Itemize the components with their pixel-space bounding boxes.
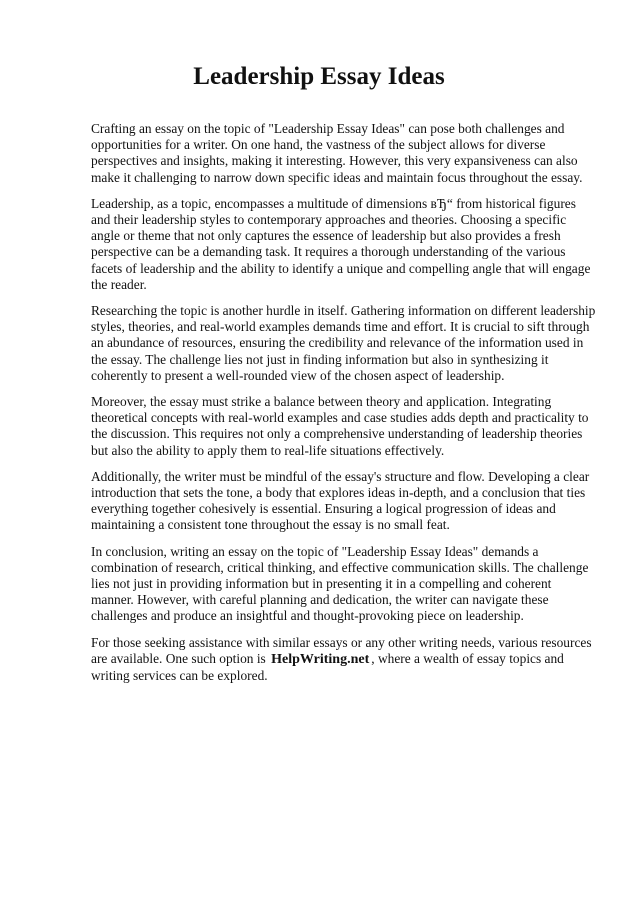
closing-text-after: , where a wealth of essay topics and writing services can be explored. <box>91 650 564 684</box>
paragraph-3: Researching the topic is another hurdle in itself. Gathering information on different leadership styles, theories, and real-world examples demands time and effort. It is crucial to sift through an abundance of resources, ensuring the credibility and relevance of the information used in the essay. The challenge lies not just in finding information but also in synthesizing it coherently to present a well-rounded view of the chosen aspect of leadership. <box>91 303 596 383</box>
closing-paragraph <box>91 635 596 685</box>
paragraph-4: Moreover, the essay must strike a balance between theory and application. Integrating theoretical concepts with real-world examples and case studies adds depth and practicality to the discussion. This requires not only a comprehensive understanding of leadership theories but also the ability to apply them to real-life situations effectively. <box>91 394 589 458</box>
paragraph-5: Additionally, the writer must be mindful of the essay's structure and flow. Developing a clear introduction that sets the tone, a body that explores ideas in-depth, and a conclusion that ties everything together cohesively is essential. Ensuring a logical progression of ideas and maintaining a consistent tone throughout the essay is no small feat. <box>91 468 590 533</box>
paragraph-2: Leadership, as a topic, encompasses a multitude of dimensions вЂ“ from historical figures and their leadership styles to contemporary approaches and theories. Choosing a specific angle or theme that not only captures the essence of leadership but also provides a fresh perspective can be a demanding task. It requires a thorough understanding of the various facets of leadership and the ability to identify a unique and compelling angle that will engage the reader. <box>91 195 591 292</box>
helpwriting-link[interactable]: HelpWriting.net <box>271 651 370 667</box>
document-title: Leadership Essay Ideas <box>193 63 445 90</box>
paragraph-1: Crafting an essay on the topic of "Leadership Essay Ideas" can pose both challenges and opportunities for a writer. On one hand, the vastness of the subject allows for diverse perspectives and insights, making it interesting. However, this very expansiveness can also make it challenging to narrow down specific ideas and maintain focus throughout the essay. <box>91 121 583 185</box>
closing-text-before: For those seeking assistance with similar essays or any other writing needs, various resources are available. One such option is <box>91 634 592 666</box>
paragraph-6: In conclusion, writing an essay on the topic of "Leadership Essay Ideas" demands a combination of research, critical thinking, and effective communication skills. The challenge lies not just in providing information but in presenting it in a compelling and coherent manner. However, with careful planning and dedication, the writer can navigate these challenges and produce an insightful and thought-provoking piece on leadership. <box>91 543 589 624</box>
document-body <box>91 121 596 694</box>
